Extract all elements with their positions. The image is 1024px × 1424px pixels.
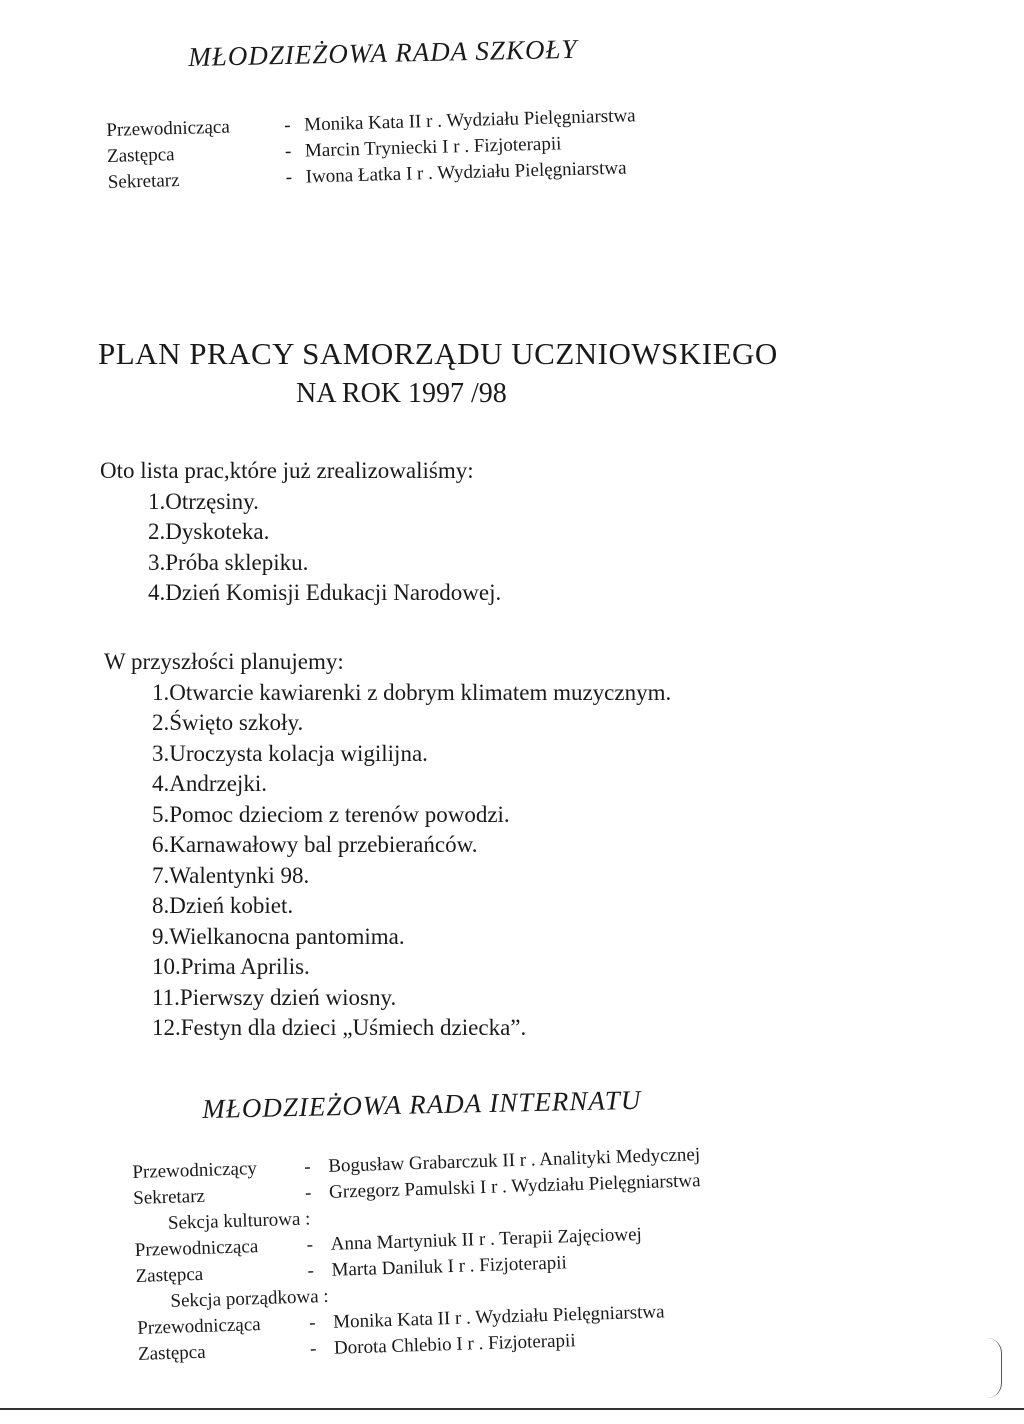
role-label: Zastępca xyxy=(135,1263,204,1287)
list-item: 7.Walentynki 98. xyxy=(152,862,310,888)
plan-title: PLAN PRACY SAMORZĄDU UCZNIOWSKIEGO xyxy=(98,336,778,371)
planned-list xyxy=(104,678,671,1044)
completed-list xyxy=(100,487,501,609)
list-item: 2.Dyskoteka. xyxy=(148,519,270,544)
plan-subtitle: NA ROK 1997 /98 xyxy=(296,378,507,409)
list-item: 5.Pomoc dzieciom z terenów powodzi. xyxy=(152,801,510,827)
member-name: Monika Kata II r . Wydziału Pielęgniarstwa xyxy=(332,1301,665,1333)
role-label: Zastępca xyxy=(106,144,175,167)
list-item: 2.Święto szkoły. xyxy=(152,710,304,735)
member-name: Bogusław Grabarczuk II r . Analityki Medycznej xyxy=(327,1144,701,1177)
planned-intro: W przyszłości planujemy: xyxy=(104,649,344,674)
scan-artifact-mark xyxy=(987,1338,1002,1398)
role-label: Sekretarz xyxy=(107,169,180,193)
role-dash: - xyxy=(304,1182,312,1204)
completed-intro: Oto lista prac,które już zrealizowaliśmy: xyxy=(100,458,474,483)
role-dash: - xyxy=(283,114,291,137)
member-name: Monika Kata II r . Wydziału Pielęgniarstwa xyxy=(303,105,636,136)
list-item: 3.Próba sklepiku. xyxy=(148,549,309,575)
list-item: 1.Otrzęsiny. xyxy=(148,488,259,514)
role-dash: - xyxy=(306,1234,314,1256)
school-council-heading: MŁODZIEŻOWA RADA SZKOŁY xyxy=(188,33,578,72)
role-label: Przewodnicząca xyxy=(106,116,231,141)
role-label: Przewodniczący xyxy=(132,1158,258,1183)
list-item: 4.Dzień Komisji Edukacji Narodowej. xyxy=(148,580,502,605)
member-name: Marta Daniluk I r . Fizjoterapii xyxy=(331,1252,568,1281)
planned-work-section xyxy=(104,647,671,1044)
member-name: Grzegorz Pamulski I r . Wydziału Pielęgniarstwa xyxy=(328,1170,701,1203)
section-title-cultural: Sekcja kulturowa : xyxy=(167,1208,311,1234)
roster-row-deputy xyxy=(106,133,562,170)
list-item: 9.Wielkanocna pantomima. xyxy=(152,923,405,949)
role-label: Przewodnicząca xyxy=(134,1236,259,1261)
completed-work-section xyxy=(100,456,501,609)
role-dash: - xyxy=(308,1312,316,1334)
school-council-roster xyxy=(106,105,636,196)
member-name: Anna Martyniuk II r . Terapii Zajęciowej xyxy=(330,1224,643,1255)
role-dash: - xyxy=(309,1338,317,1360)
role-dash: - xyxy=(284,140,292,163)
list-item: 8.Dzień kobiet. xyxy=(152,893,294,918)
roster-row-order-deputy xyxy=(137,1330,576,1368)
dorm-council-heading: MŁODZIEŻOWA RADA INTERNATU xyxy=(202,1084,642,1124)
list-item: 11.Pierwszy dzień wiosny. xyxy=(152,984,397,1010)
dorm-council-roster xyxy=(132,1144,701,1368)
member-name: Dorota Chlebio I r . Fizjoterapii xyxy=(333,1330,576,1359)
list-item: 12.Festyn dla dzieci „Uśmiech dziecka”. xyxy=(152,1015,527,1040)
roster-row-secretary xyxy=(107,157,627,196)
section-title-order: Sekcja porządkowa : xyxy=(170,1285,329,1312)
role-label: Przewodnicząca xyxy=(136,1314,261,1339)
roster-row-chair xyxy=(106,105,636,144)
role-label: Zastępca xyxy=(137,1341,206,1365)
list-item: 1.Otwarcie kawiarenki z dobrym klimatem muzycznym. xyxy=(152,679,672,705)
role-dash: - xyxy=(303,1156,311,1178)
member-name: Iwona Łatka I r . Wydziału Pielęgniarstwa xyxy=(305,157,627,188)
scan-edge-line xyxy=(0,1408,1024,1410)
role-label: Sekretarz xyxy=(132,1185,206,1209)
role-dash: - xyxy=(307,1260,315,1282)
list-item: 10.Prima Aprilis. xyxy=(152,954,310,979)
member-name: Marcin Tryniecki I r . Fizjoterapii xyxy=(304,133,562,162)
role-dash: - xyxy=(285,166,293,189)
list-item: 6.Karnawałowy bal przebierańców. xyxy=(152,832,478,857)
list-item: 3.Uroczysta kolacja wigilijna. xyxy=(152,740,428,766)
list-item: 4.Andrzejki. xyxy=(152,771,267,796)
